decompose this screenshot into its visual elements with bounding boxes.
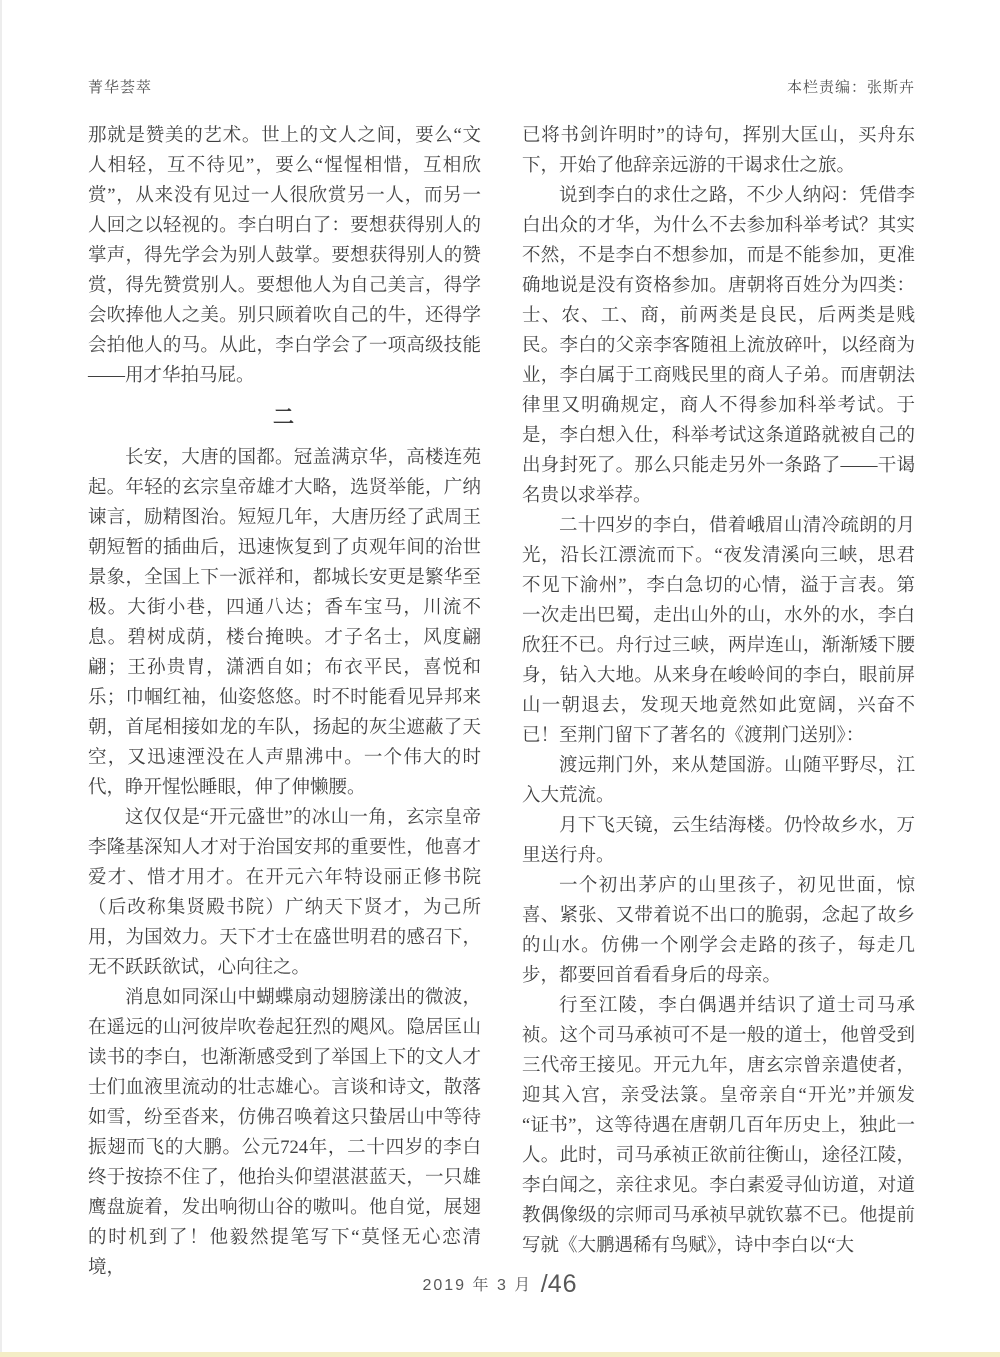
left-column (88, 121, 481, 1283)
article-body (88, 121, 915, 1283)
page-footer (0, 1270, 1000, 1299)
paragraph: 说到李白的求仕之路，不少人纳闷：凭借李白出众的才华，为什么不去参加科举考试？其实不然，不是李白不想参加，而是不能参加，更准确地说是没有资格参加。唐朝将百姓分为四类：士、农、工、商，前两类是良民，后两类是贱民。李白的父亲李客随祖上流放碎叶，以经商为业，李白属于工商贱民里的商人子弟。而唐朝法律里又明确规定，商人不得参加科举考试。于是，李白想入仕，科举考试这条道路就被自己的出身封死了。那么只能走另外一条路了——干谒名贵以求举荐。 (522, 186, 915, 506)
issue-date: 2019 年 3 月 (422, 1277, 533, 1294)
right-column (522, 121, 915, 1283)
paragraph: 一个初出茅庐的山里孩子，初见世面，惊喜、紧张、又带着说不出口的脆弱，念起了故乡的山水。仿佛一个刚学会走路的孩子，每走几步，都要回首看看身后的母亲。 (522, 876, 915, 986)
section-heading: 二 (273, 405, 296, 429)
paragraph: 消息如同深山中蝴蝶扇动翅膀漾出的微波，在遥远的山河彼岸吹卷起狂烈的飓风。隐居匡山读书的李白，也渐渐感受到了举国上下的文人才士们血液里流动的壮志雄心。言谈和诗文，散落如雪，纷至沓来，仿佛召唤着这只蛰居山中等待振翅而飞的大鹏。公元724年，二十四岁的李白终于按捺不住了，他抬头仰望湛湛蓝天，一只雄鹰盘旋着，发出响彻山谷的嗷叫。他自觉，展翅的时机到了！他毅然提笔写下“莫怪无心恋清境， (88, 988, 481, 1278)
paragraph: 那就是赞美的艺术。世上的文人之间，要么“文人相轻，互不待见”，要么“惺惺相惜，互相欣赏”，从来没有见过一人很欣赏另一人，而另一人回之以轻视的。李白明白了：要想获得别人的掌声，得先学会为别人鼓掌。要想获得别人的赞赏，得先赞赏别人。要想他人为自己美言，得学会吹捧他人之美。别只顾着吹自己的牛，还得学会拍他人的马。从此，李白学会了一项高级技能——用才华拍马屁。 (88, 126, 481, 386)
editor-credit: 本栏责编：张斯卉 (786, 79, 915, 96)
column-title: 菁华荟萃 (88, 79, 153, 96)
footer-separator: / (540, 1270, 548, 1298)
paragraph: 已将书剑许明时”的诗句，挥别大匡山，买舟东下，开始了他辞亲远游的干谒求仕之旅。 (522, 126, 915, 176)
scan-edge-left (0, 0, 2, 1357)
poem-line: 月下飞天镜，云生结海楼。仍怜故乡水，万里送行舟。 (522, 816, 915, 866)
paragraph: 这仅仅是“开元盛世”的冰山一角，玄宗皇帝李隆基深知人才对于治国安邦的重要性，他喜才爱才、惜才用才。在开元六年特设丽正修书院（后改称集贤殿书院）广纳天下贤才，为己所用，为国效力。天下才士在盛世明君的感召下，无不跃跃欲试，心向往之。 (88, 808, 481, 978)
poem-line: 渡远荆门外，来从楚国游。山随平野尽，江入大荒流。 (522, 756, 915, 806)
scan-edge-bottom-strip (0, 1352, 1000, 1357)
page-number: 46 (547, 1270, 578, 1298)
paragraph: 长安，大唐的国都。冠盖满京华，高楼连苑起。年轻的玄宗皇帝雄才大略，选贤举能，广纳谏言，励精图治。短短几年，大唐历经了武周王朝短暂的插曲后，迅速恢复到了贞观年间的治世景象，全国上下一派祥和，都城长安更是繁华至极。大街小巷，四通八达；香车宝马，川流不息。碧树成荫，楼台掩映。才子名士，风度翩翩；王孙贵胄，潇洒自如；布衣平民，喜悦和乐；巾帼红袖，仙姿悠悠。时不时能看见异邦来朝，首尾相接如龙的车队，扬起的灰尘遮蔽了天空，又迅速湮没在人声鼎沸中。一个伟大的时代，睁开惺忪睡眼，伸了伸懒腰。 (88, 448, 481, 798)
paragraph: 行至江陵，李白偶遇并结识了道士司马承祯。这个司马承祯可不是一般的道士，他曾受到三代帝王接见。开元九年，唐玄宗曾亲遣使者，迎其入宫，亲受法箓。皇帝亲自“开光”并颁发“证书”，这等待遇在唐朝几百年历史上，独此一人。此时，司马承祯正欲前往衡山，途径江陵，李白闻之，亲往求见。李白素爱寻仙访道，对道教偶像级的宗师司马承祯早就钦慕不已。他提前写就《大鹏遇稀有鸟赋》，诗中李白以“大 (522, 996, 915, 1256)
paragraph: 二十四岁的李白，借着峨眉山清冷疏朗的月光，沿长江漂流而下。“夜发清溪向三峡，思君不见下渝州”，李白急切的心情，溢于言表。第一次走出巴蜀，走出山外的山，水外的水，李白欣狂不已。舟行过三峡，两岸连山，渐渐矮下腰身，钻入大地。从来身在峻岭间的李白，眼前屏山一朝退去，发现天地竟然如此宽阔，兴奋不已！至荆门留下了著名的《渡荆门送别》： (522, 516, 915, 746)
page-header (88, 76, 915, 97)
